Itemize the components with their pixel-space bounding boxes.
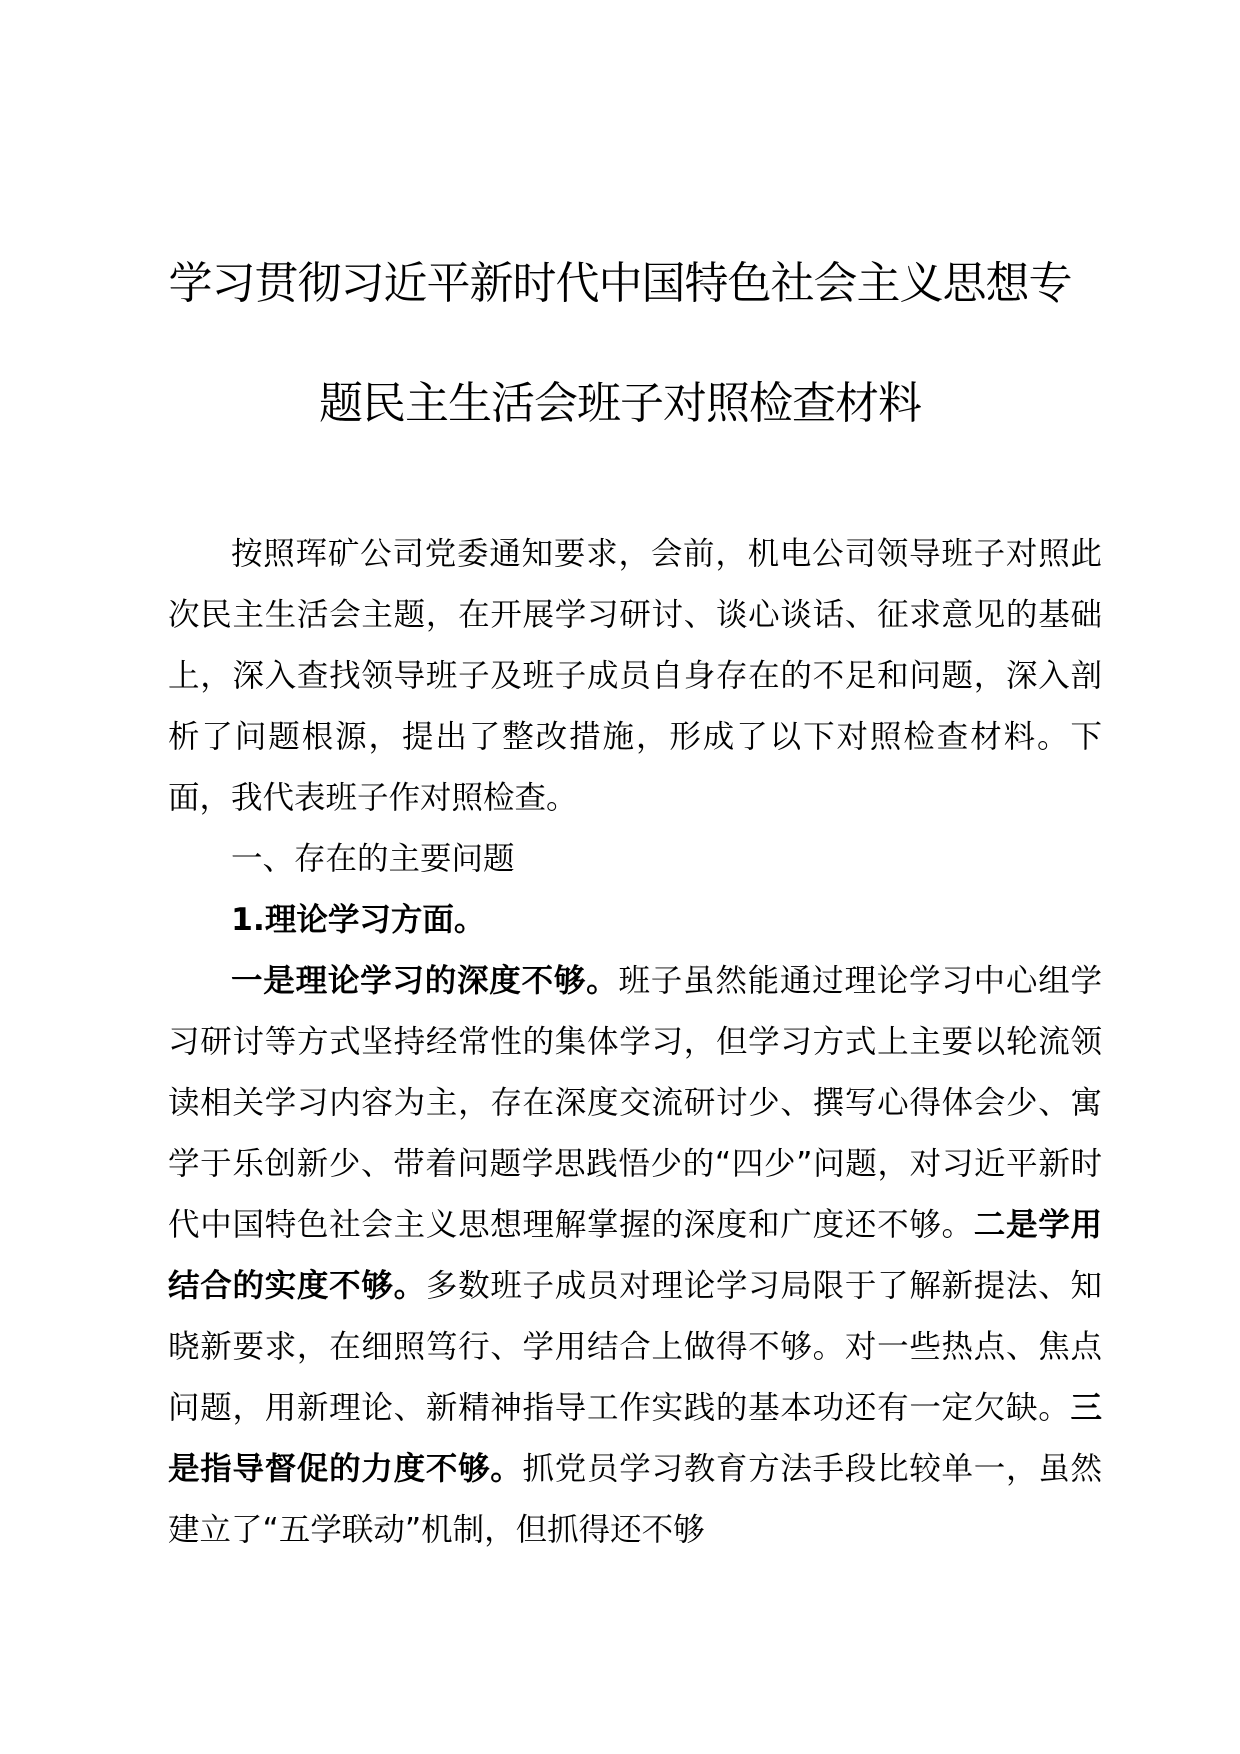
point-1-heading: 一是理论学习的深度不够。 xyxy=(231,963,619,999)
document-title-line-1: 学习贯彻习近平新时代中国特色社会主义思想专 xyxy=(168,258,1072,309)
points-paragraph xyxy=(168,951,1102,1561)
document-title-line-2: 题民主生活会班子对照检查材料 xyxy=(319,378,921,429)
point-3-heading: 三是指导督促的力度不够。 xyxy=(168,1390,1102,1487)
point-2-text: 多数班子成员对理论学习局限于了解新提法、知晓新要求，在细照笃行、学用结合上做得不够。对一些热点、焦点问题，用新理论、新精神指导工作实践的基本功还有一定欠缺。 xyxy=(168,1268,1102,1426)
point-3-text: 抓党员学习教育方法手段比较单一，虽然建立了“五学联动”机制，但抓得还不够 xyxy=(168,1451,1102,1548)
intro-paragraph: 按照珲矿公司党委通知要求，会前，机电公司领导班子对照此次民主生活会主题，在开展学习研讨、谈心谈话、征求意见的基础上，深入查找领导班子及班子成员自身存在的不足和问题，深入剖析了问题根源，提出了整改措施，形成了以下对照检查材料。下面，我代表班子作对照检查。 xyxy=(168,536,1102,816)
point-2-heading: 二是学用结合的实度不够。 xyxy=(168,1207,1102,1304)
point-1-text: 班子虽然能通过理论学习中心组学习研讨等方式坚持经常性的集体学习，但学习方式上主要以轮流领读相关学习内容为主，存在深度交流研讨少、撰写心得体会少、寓学于乐创新少、带着问题学思践悟少的“四少”问题，对习近平新时代中国特色社会主义思想理解掌握的深度和广度还不够。 xyxy=(168,963,1102,1243)
document-body xyxy=(168,524,1102,1561)
subsection-heading-text: 1.理论学习方面。 xyxy=(231,902,486,938)
section-heading: 一、存在的主要问题 xyxy=(231,841,515,877)
subsection-heading xyxy=(168,890,1102,951)
